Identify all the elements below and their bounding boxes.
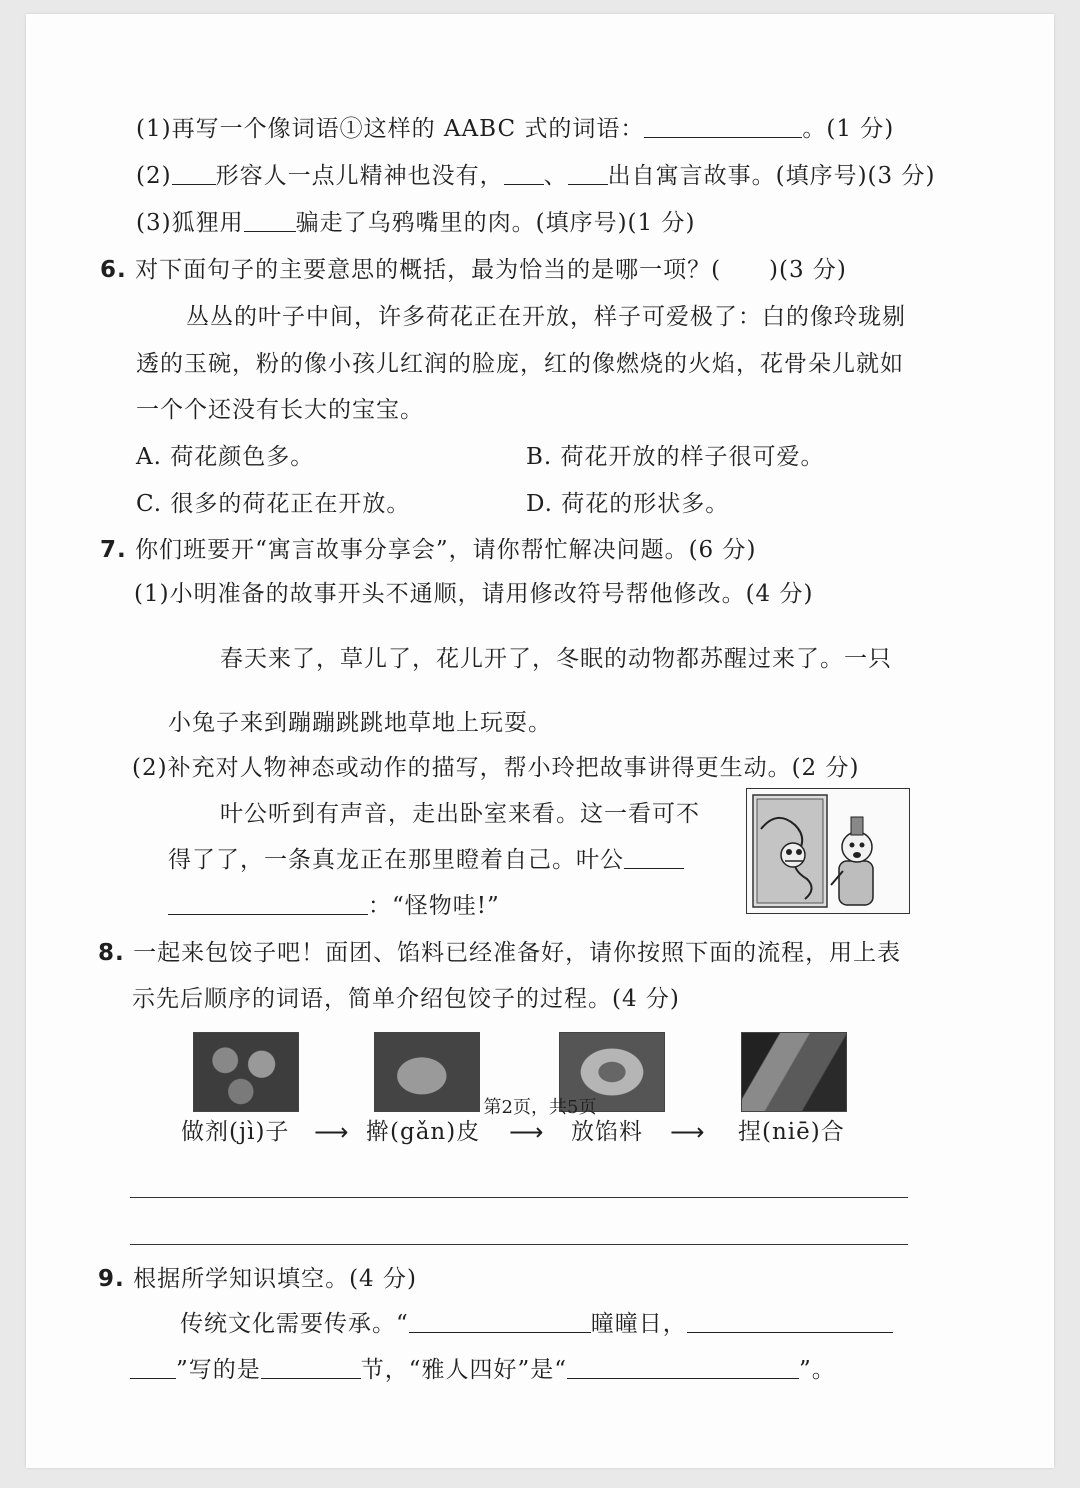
q8-stem xyxy=(98,938,901,968)
q5-sub1-text: (1)再写一个像词语①这样的 AABC 式的词语： xyxy=(136,116,645,142)
q5-sub1 xyxy=(136,114,894,144)
q6-passage-line: 透的玉碗，粉的像小孩儿红润的脸庞，红的像燃烧的火焰，花骨朵儿就如 xyxy=(136,351,904,377)
q5-sub3-label: (3)狐狸用 xyxy=(136,210,244,236)
step-label: 擀(gǎn)皮 xyxy=(366,1119,481,1145)
q6-stem xyxy=(100,255,847,285)
q5-sub2-score: 出自寓言故事。(填序号)(3 分) xyxy=(607,163,936,189)
q7-number: 7. xyxy=(100,537,127,563)
q8-question-line2: 示先后顺序的词语，简单介绍包饺子的过程。(4 分) xyxy=(132,986,680,1012)
q8-question: 一起来包饺子吧！面团、馅料已经准备好，请你按照下面的流程，用上表 xyxy=(133,940,902,966)
q7-question: 你们班要开“寓言故事分享会”，请你帮忙解决问题。(6 分) xyxy=(135,537,757,563)
q5-sub3 xyxy=(136,208,695,238)
answer-blank[interactable] xyxy=(567,1356,799,1379)
answer-blank[interactable] xyxy=(172,162,216,185)
q6-option-a[interactable]: A. 荷花颜色多。 xyxy=(136,444,315,470)
q5-sub2-label: (2) xyxy=(136,163,172,189)
q9-line1 xyxy=(180,1309,893,1339)
q9-number: 9. xyxy=(98,1266,125,1292)
arrow-right-icon: ⟶ xyxy=(314,1118,349,1146)
q5-sub1-score: 。(1 分) xyxy=(802,116,895,142)
arrow-right-icon: ⟶ xyxy=(670,1118,705,1146)
q7-stem xyxy=(100,535,756,565)
q9-text: ”写的是 xyxy=(176,1357,261,1383)
answer-blank[interactable] xyxy=(261,1356,361,1379)
arrow-right-icon: ⟶ xyxy=(509,1118,544,1146)
answer-blank[interactable] xyxy=(130,1356,176,1379)
q6-passage-line: 丛丛的叶子中间，许多荷花正在开放，样子可爱极了：白的像玲珑剔 xyxy=(186,304,906,330)
q9-text: 传统文化需要传承。“ xyxy=(180,1311,409,1337)
q7-tale-line xyxy=(168,845,684,875)
q9-question: 根据所学知识填空。(4 分) xyxy=(133,1266,417,1292)
q7-tale-line: 叶公听到有声音，走出卧室来看。这一看可不 xyxy=(220,801,700,827)
q5-sub3-text: 骗走了乌鸦嘴里的肉。(填序号)(1 分) xyxy=(295,210,696,236)
ye-gong-dragon-illustration xyxy=(746,788,910,914)
exam-page xyxy=(26,14,1054,1468)
q9-line2 xyxy=(130,1355,836,1385)
q6-option-d[interactable]: D. 荷花的形状多。 xyxy=(526,491,730,517)
q7-story-line: 小兔子来到蹦蹦跳跳地草地上玩耍。 xyxy=(168,710,552,736)
page-footer: 第2页，共5页 xyxy=(483,1097,597,1118)
answer-line[interactable] xyxy=(130,1244,908,1245)
q7-tale-text: ：“怪物哇!” xyxy=(368,893,500,919)
q9-text: 节，“雅人四好”是“ xyxy=(360,1357,568,1383)
q8-number: 8. xyxy=(98,940,125,966)
q9-stem xyxy=(98,1264,417,1294)
q5-sub2-sep: 、 xyxy=(543,163,568,189)
answer-blank[interactable] xyxy=(568,162,608,185)
answer-line[interactable] xyxy=(130,1197,908,1198)
step-label: 做剂(jì)子 xyxy=(181,1119,290,1145)
q6-option-b[interactable]: B. 荷花开放的样子很可爱。 xyxy=(526,444,825,470)
step-label: 放馅料 xyxy=(571,1119,643,1145)
q6-question: 对下面句子的主要意思的概括，最为恰当的是哪一项？( )(3 分) xyxy=(135,257,847,283)
answer-blank[interactable] xyxy=(244,209,296,232)
q9-text: ”。 xyxy=(799,1357,836,1383)
answer-blank[interactable] xyxy=(504,162,544,185)
cartoon-drawing xyxy=(747,789,909,913)
q5-sub2-text: 形容人一点儿精神也没有， xyxy=(215,163,504,189)
q7-tale-line xyxy=(168,891,500,921)
q6-option-c[interactable]: C. 很多的荷花正在开放。 xyxy=(136,491,411,517)
q9-text: 曈曈日， xyxy=(590,1311,687,1337)
q7-story-line: 春天来了，草儿了，花儿开了，冬眠的动物都苏醒过来了。一只 xyxy=(220,646,892,672)
q7-tale-text: 得了了，一条真龙正在那里瞪着自己。叶公 xyxy=(168,847,624,873)
q7-sub2: (2)补充对人物神态或动作的描写，帮小玲把故事讲得更生动。(2 分) xyxy=(132,755,860,781)
q7-sub1: (1)小明准备的故事开头不通顺，请用修改符号帮他修改。(4 分) xyxy=(134,581,814,607)
q6-number: 6. xyxy=(100,257,127,283)
answer-blank[interactable] xyxy=(409,1310,591,1333)
answer-blank[interactable] xyxy=(644,115,802,138)
answer-blank[interactable] xyxy=(624,846,684,869)
step-label: 捏(niē)合 xyxy=(738,1119,845,1145)
q6-passage-line: 一个个还没有长大的宝宝。 xyxy=(136,397,424,423)
answer-blank[interactable] xyxy=(687,1310,893,1333)
q5-sub2 xyxy=(136,161,935,191)
answer-blank[interactable] xyxy=(168,892,368,915)
